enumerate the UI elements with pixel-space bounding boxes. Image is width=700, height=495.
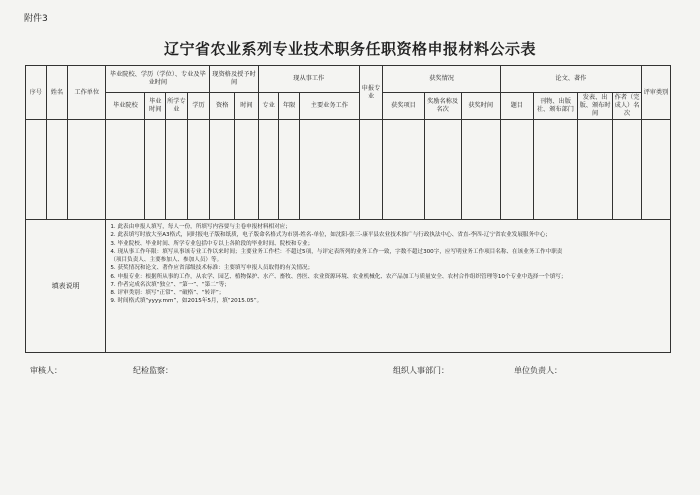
cell-award-item[interactable]	[383, 120, 424, 220]
attachment-label: 附件3	[24, 14, 48, 24]
col-qualification-group: 现资格及授予时间	[210, 66, 258, 93]
cell-edu-time[interactable]	[145, 120, 166, 220]
note-item: 9. 时间格式填“yyyy.mm”，如2015年5月，填“2015.05”。	[110, 298, 263, 305]
notes-list	[106, 220, 671, 353]
reviewer-signature-label: 审核人：	[30, 366, 62, 375]
cell-unit[interactable]	[68, 120, 106, 220]
col-unit: 工作单位	[68, 66, 106, 120]
col-qual-time: 时间	[235, 93, 259, 120]
col-award-time: 获奖时间	[461, 93, 500, 120]
note-item: 4. 现从事工作年限：填写从事该专业工作以来时间；主要业务工作栏：不超过5项，与评定表所列的业务工作一致，字数不超过300字，应写明业务工作项目名称、在该业务工作中职责	[110, 248, 563, 255]
col-edu-school: 毕业院校	[106, 93, 145, 120]
cell-paper-publisher[interactable]	[533, 120, 577, 220]
cell-work-major[interactable]	[258, 120, 279, 220]
cell-work-years[interactable]	[279, 120, 300, 220]
disclosure-table	[25, 65, 671, 353]
col-education-group: 毕业院校、学历（学位）、专业及毕业时间	[106, 66, 210, 93]
cell-paper-title[interactable]	[500, 120, 533, 220]
note-item: （项目负责人、主要参加人、参加人员）等。	[110, 257, 223, 264]
cell-qual-title[interactable]	[210, 120, 235, 220]
cell-work-main[interactable]	[299, 120, 359, 220]
cell-name[interactable]	[46, 120, 68, 220]
col-seq: 序号	[26, 66, 47, 120]
col-award-item: 获奖项目	[383, 93, 424, 120]
col-award-group: 获奖情况	[383, 66, 500, 93]
cell-edu-major[interactable]	[166, 120, 188, 220]
col-review-category: 评审类别	[641, 66, 670, 120]
note-item: 3. 毕业院校、毕业时间、所学专业包括中专以上各阶段的毕业时间、院校和专业；	[110, 240, 314, 247]
col-work-group: 现从事工作	[258, 66, 359, 93]
note-item: 1. 此表由申报人填写，每人一份，所填写内容要与主卷申报材料相对应；	[110, 224, 291, 230]
cell-award-name-rank[interactable]	[424, 120, 461, 220]
unit-leader-signature-label: 单位负责人：	[514, 366, 562, 375]
col-apply-major: 申报专业	[359, 66, 383, 120]
col-edu-major: 所学专业	[166, 93, 188, 120]
cell-review-category[interactable]	[641, 120, 670, 220]
note-item: 2. 此表填写时放大至A3格式，同时报电子版和纸质，电子版命名格式为市别-姓名-单位，如沈阳-张三-康平县农业技术推广与行政执法中心、省直-李四-辽宁省农业发展服务中心；	[110, 232, 551, 239]
col-paper-title: 题目	[500, 93, 533, 120]
cell-paper-time[interactable]	[578, 120, 613, 220]
notes-label: 填表说明	[26, 220, 106, 353]
note-item: 5. 获奖情况和论文、著作应省部级技术标准：主要填写申报人员取得的有关情况；	[110, 265, 314, 272]
col-name: 姓名	[46, 66, 68, 120]
col-qual-title: 资格	[210, 93, 235, 120]
col-award-name-rank: 奖励名称及名次	[424, 93, 461, 120]
cell-qual-time[interactable]	[235, 120, 259, 220]
col-edu-time: 毕业时间	[145, 93, 166, 120]
cell-edu-degree[interactable]	[187, 120, 210, 220]
cell-award-time[interactable]	[461, 120, 500, 220]
cell-paper-author[interactable]	[613, 120, 642, 220]
table-row	[26, 120, 671, 220]
col-work-years: 年限	[279, 93, 300, 120]
col-paper-group: 论文、著作	[500, 66, 641, 93]
col-paper-time: 发表、出版、颁布时间	[578, 93, 613, 120]
col-paper-publisher: 刊物、出版社、颁布部门	[533, 93, 577, 120]
col-work-major: 专业	[258, 93, 279, 120]
col-edu-degree: 学历	[187, 93, 210, 120]
page-title: 辽宁省农业系列专业技术职务任职资格申报材料公示表	[163, 40, 536, 58]
cell-edu-school[interactable]	[106, 120, 145, 220]
col-paper-author: 作者（完成人）名次	[613, 93, 642, 120]
hr-signature-label: 组织人事部门：	[393, 366, 449, 375]
cell-apply-major[interactable]	[359, 120, 383, 220]
note-item: 8. 评审类别：填写“正常”、“破格”、“转评”；	[110, 290, 225, 297]
col-work-main: 主要业务工作	[299, 93, 359, 120]
discipline-signature-label: 纪检监察：	[133, 366, 173, 375]
note-item: 7. 作者完成名次填“独立”、“第一”、“第二”等；	[110, 281, 230, 288]
note-item: 6. 申报专业：根据所从事的工作，从农学、园艺、植物保护、水产、畜牧、兽医、农业资源环境、农业机械化、农产品加工与质量安全、农村合作组织管理等10个专业中选择一个填写；	[110, 273, 567, 280]
cell-seq[interactable]	[26, 120, 47, 220]
